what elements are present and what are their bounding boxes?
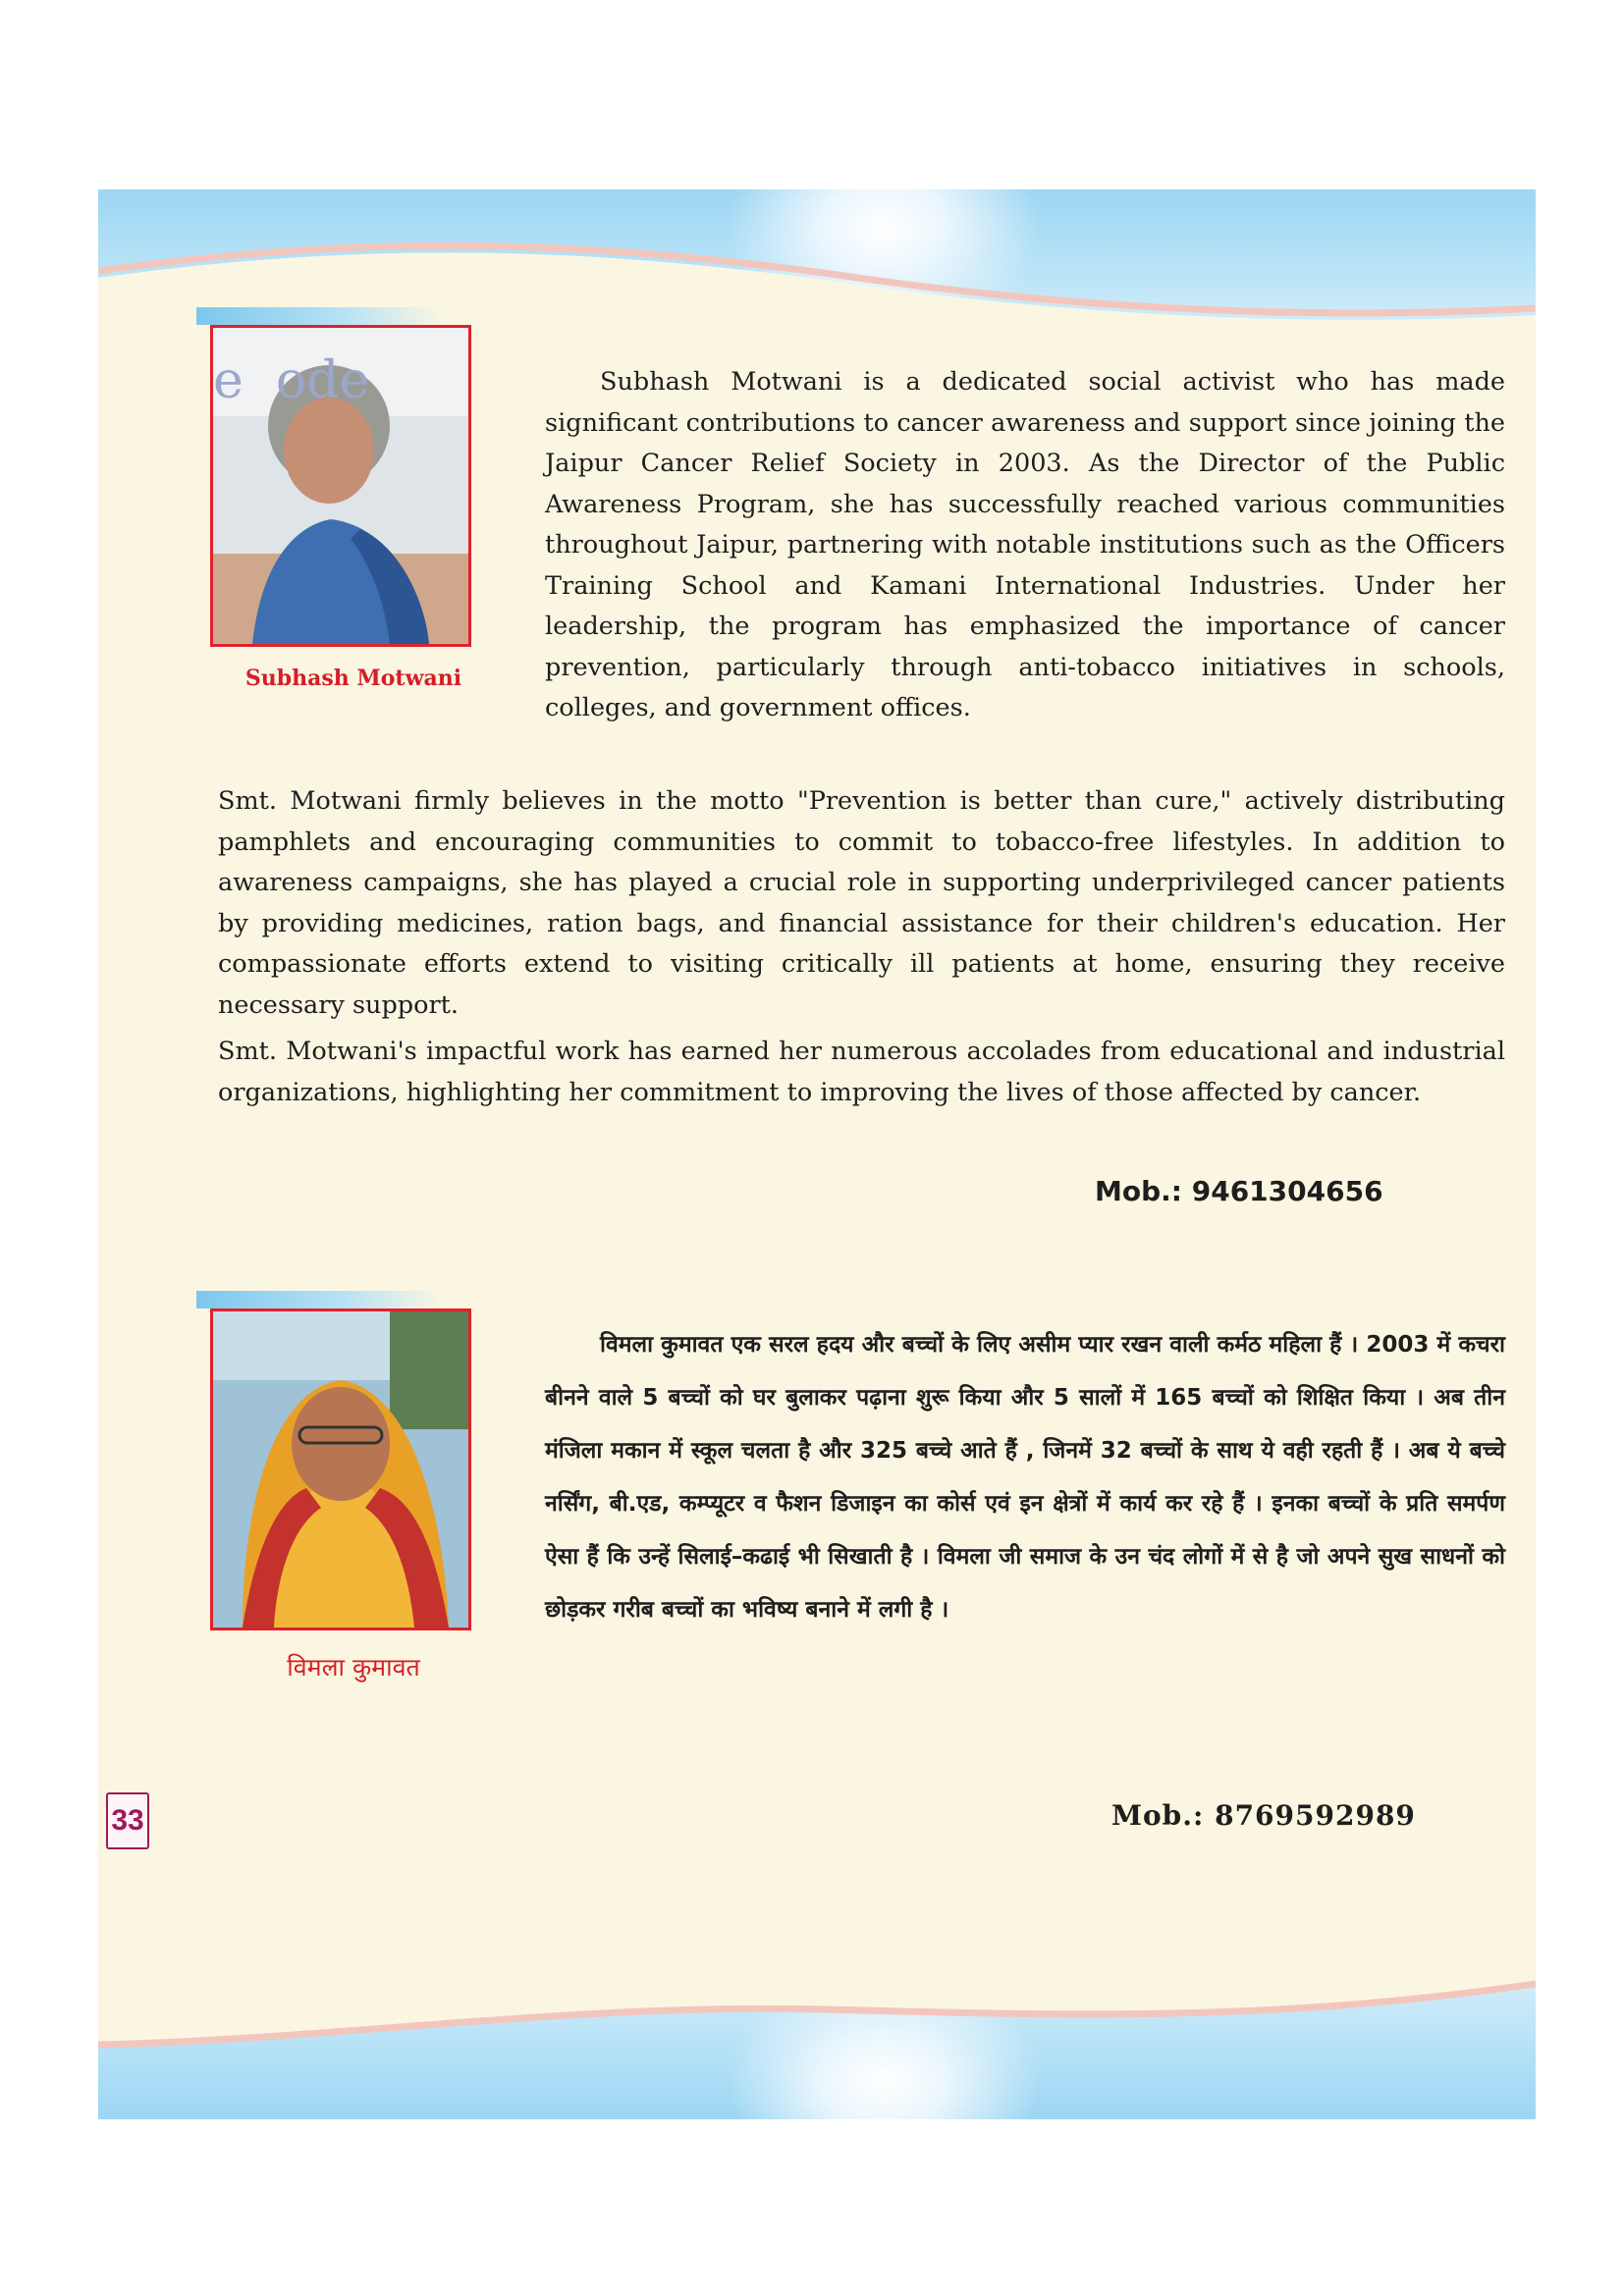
profile2-caption: विमला कुमावत xyxy=(287,1653,420,1682)
profile1-photo xyxy=(210,325,471,647)
profile1-mobile: Mob.: 9461304656 xyxy=(1095,1175,1383,1207)
profile2-mobile: Mob.: 8769592989 xyxy=(1111,1799,1416,1832)
profile1-paragraph-2: Smt. Motwani firmly believes in the motto "Prevention is better than cure," actively distributing pamphlets and encouraging communities to commit to tobacco-free lifestyles. In addition to awareness campaigns, she has played a crucial role in supporting underprivileged cancer patients by providing medicines, ration bags, and financial assistance for their children's education. Her compassionate efforts extend to visiting critically ill patients at home, ensuring they receive necessary support. xyxy=(218,786,1505,1020)
profile2-paragraph: विमला कुमावत एक सरल हदय और बच्चों के लिए असीम प्यार रखन वाली कर्मठ महिला हैं । 2003 में कचरा बीनने वाले 5 बच्चों को घर बुलाकर पढ़ाना शुरू किया और 5 सालों में 165 बच्चों को शिक्षित किया । अब तीन मंजिला मकान में स्कूल चलता है और 325 बच्चे आते हैं , जिनमें 32 बच्चों के साथ ये वही रहती हैं । अब ये बच्चे नर्सिंग, बी.एड, कम्प्यूटर व फैशन डिजाइन का कोर्स एवं इन क्षेत्रों में कार्य कर रहे हैं । इनका बच्चों के प्रति समर्पण ऐसा हैं कि उन्हें सिलाई–कढाई भी सिखाती है । विमला जी समाज के उन चंद लोगों में से है जो अपने सुख साधनों को छोड़कर गरीब बच्चों का भविष्य बनाने में लगी है । xyxy=(545,1332,1505,1623)
page-number: 33 xyxy=(106,1792,149,1849)
profile1-caption: Subhash Motwani xyxy=(244,666,462,691)
profile1-paragraph-3: Smt. Motwani's impactful work has earned her numerous accolades from educational and industrial organizations, highlighting her commitment to improving the lives of those affected by cancer. xyxy=(218,1037,1505,1107)
page-frame xyxy=(98,189,1536,2119)
profile2-photo-block xyxy=(196,1291,491,1682)
profile1-photo-block xyxy=(196,307,491,691)
photo-tab-decoration xyxy=(196,307,442,325)
photo-tab-decoration xyxy=(196,1291,442,1308)
profile2-photo xyxy=(210,1308,471,1630)
profile1-paragraph-1: Subhash Motwani is a dedicated social activist who has made significant contributions to cancer awareness and support since joining the Jaipur Cancer Relief Society in 2003. As the Director of the Public Awareness Program, she has successfully reached various communities throughout Jaipur, partnering with notable institutions such as the Officers Training School and Kamani International Industries. Under her leadership, the program has emphasized the importance of cancer prevention, particularly through anti-tobacco initiatives in schools, colleges, and government offices. xyxy=(545,367,1505,722)
photo-banner-text: e ode xyxy=(213,351,370,410)
bottom-wave-decoration xyxy=(98,1962,1536,2119)
